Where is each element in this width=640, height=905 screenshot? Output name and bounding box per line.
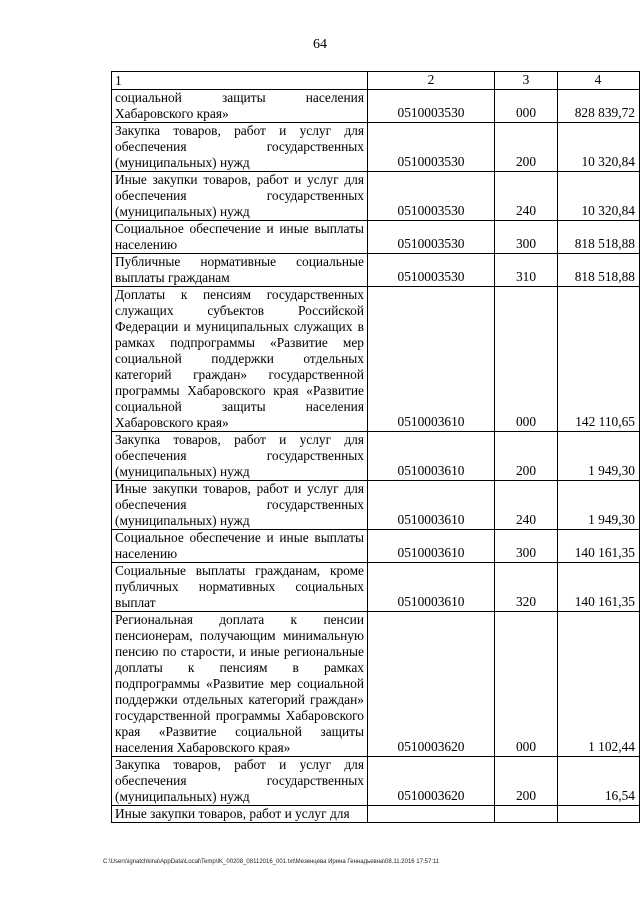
- table-row: [112, 172, 640, 221]
- row-amount-cell: 10 320,84: [558, 123, 640, 172]
- row-name-cell: Социальные выплаты гражданам, кроме публичных нормативных социальных выплат: [112, 563, 368, 612]
- header-col-3: 3: [495, 72, 558, 90]
- row-code-cell: 0510003620: [368, 757, 495, 806]
- row-amount-cell: 818 518,88: [558, 221, 640, 254]
- row-amount-cell: 1 102,44: [558, 612, 640, 757]
- table-row: [112, 254, 640, 287]
- table-row: [112, 90, 640, 123]
- row-type-cell: 000: [495, 90, 558, 123]
- row-type-cell: 240: [495, 172, 558, 221]
- table-row: [112, 612, 640, 757]
- row-amount-cell: 818 518,88: [558, 254, 640, 287]
- row-code-cell: 0510003530: [368, 221, 495, 254]
- row-name-cell: Закупка товаров, работ и услуг для обеспечения государственных (муниципальных) нужд: [112, 432, 368, 481]
- row-amount-cell: 10 320,84: [558, 172, 640, 221]
- row-name-cell: Доплаты к пенсиям государственных служащих субъектов Российской Федерации и муниципальных служащих в рамках подпрограммы «Развитие мер социальной поддержки отдельных категорий граждан» государственной программы Хабаровского края «Развитие социальной защиты населения Хабаровского края»: [112, 287, 368, 432]
- row-type-cell: 000: [495, 287, 558, 432]
- row-code-cell: 0510003620: [368, 612, 495, 757]
- row-name-cell: Региональная доплата к пенсии пенсионерам, получающим минимальную пенсию по старости, и иные региональные доплаты к пенсиям в рамках подпрограммы «Развитие мер социальной поддержки отдельных категорий граждан» государственной программы Хабаровского края «Развитие социальной защиты населения Хабаровского края»: [112, 612, 368, 757]
- row-code-cell: 0510003610: [368, 563, 495, 612]
- row-amount-cell: 1 949,30: [558, 481, 640, 530]
- row-type-cell: 000: [495, 612, 558, 757]
- row-code-cell: 0510003530: [368, 123, 495, 172]
- row-amount-cell: 142 110,65: [558, 287, 640, 432]
- header-col-2: 2: [368, 72, 495, 90]
- table-row: [112, 123, 640, 172]
- row-name-cell: Закупка товаров, работ и услуг для обеспечения государственных (муниципальных) нужд: [112, 757, 368, 806]
- row-amount-cell: 140 161,35: [558, 530, 640, 563]
- row-amount-cell: 140 161,35: [558, 563, 640, 612]
- row-type-cell: 310: [495, 254, 558, 287]
- table-row: [112, 806, 640, 823]
- row-code-cell: 0510003530: [368, 172, 495, 221]
- page-number: 64: [313, 37, 327, 52]
- row-name-cell: Закупка товаров, работ и услуг для обеспечения государственных (муниципальных) нужд: [112, 123, 368, 172]
- table-row: [112, 432, 640, 481]
- row-type-cell: 300: [495, 530, 558, 563]
- row-name-cell: Иные закупки товаров, работ и услуг для обеспечения государственных (муниципальных) нужд: [112, 172, 368, 221]
- row-name-cell: Публичные нормативные социальные выплаты гражданам: [112, 254, 368, 287]
- row-type-cell: 200: [495, 123, 558, 172]
- row-code-cell: 0510003610: [368, 432, 495, 481]
- row-code-cell: 0510003530: [368, 254, 495, 287]
- table-row: [112, 221, 640, 254]
- table-row: [112, 287, 640, 432]
- table-row: [112, 757, 640, 806]
- row-name-cell: Социальное обеспечение и иные выплаты населению: [112, 221, 368, 254]
- table-row: [112, 563, 640, 612]
- row-type-cell: 240: [495, 481, 558, 530]
- table-header-row: [112, 72, 640, 90]
- budget-table: [111, 71, 640, 823]
- row-name-cell: Социальное обеспечение и иные выплаты населению: [112, 530, 368, 563]
- row-name-cell: Иные закупки товаров, работ и услуг для обеспечения государственных (муниципальных) нужд: [112, 481, 368, 530]
- table-row: [112, 530, 640, 563]
- header-col-1: 1: [112, 72, 368, 90]
- row-amount-cell: 16,54: [558, 757, 640, 806]
- row-amount-cell: [558, 806, 640, 823]
- row-code-cell: 0510003530: [368, 90, 495, 123]
- row-name-cell: социальной защиты населения Хабаровского края»: [112, 90, 368, 123]
- row-amount-cell: 828 839,72: [558, 90, 640, 123]
- file-path-footer: C:\Users\ignatchkina\AppData\Local\Temp\IK_00208_08112016_001.txt\Мезенцева Ирина Геннадьевна\08.11.2016 17:57:11: [103, 859, 440, 865]
- row-code-cell: 0510003610: [368, 530, 495, 563]
- table-row: [112, 481, 640, 530]
- header-col-4: 4: [558, 72, 640, 90]
- row-code-cell: 0510003610: [368, 287, 495, 432]
- row-type-cell: 200: [495, 432, 558, 481]
- row-type-cell: 320: [495, 563, 558, 612]
- row-type-cell: [495, 806, 558, 823]
- row-amount-cell: 1 949,30: [558, 432, 640, 481]
- row-code-cell: 0510003610: [368, 481, 495, 530]
- row-code-cell: [368, 806, 495, 823]
- row-type-cell: 200: [495, 757, 558, 806]
- row-name-cell: Иные закупки товаров, работ и услуг для: [112, 806, 368, 823]
- row-type-cell: 300: [495, 221, 558, 254]
